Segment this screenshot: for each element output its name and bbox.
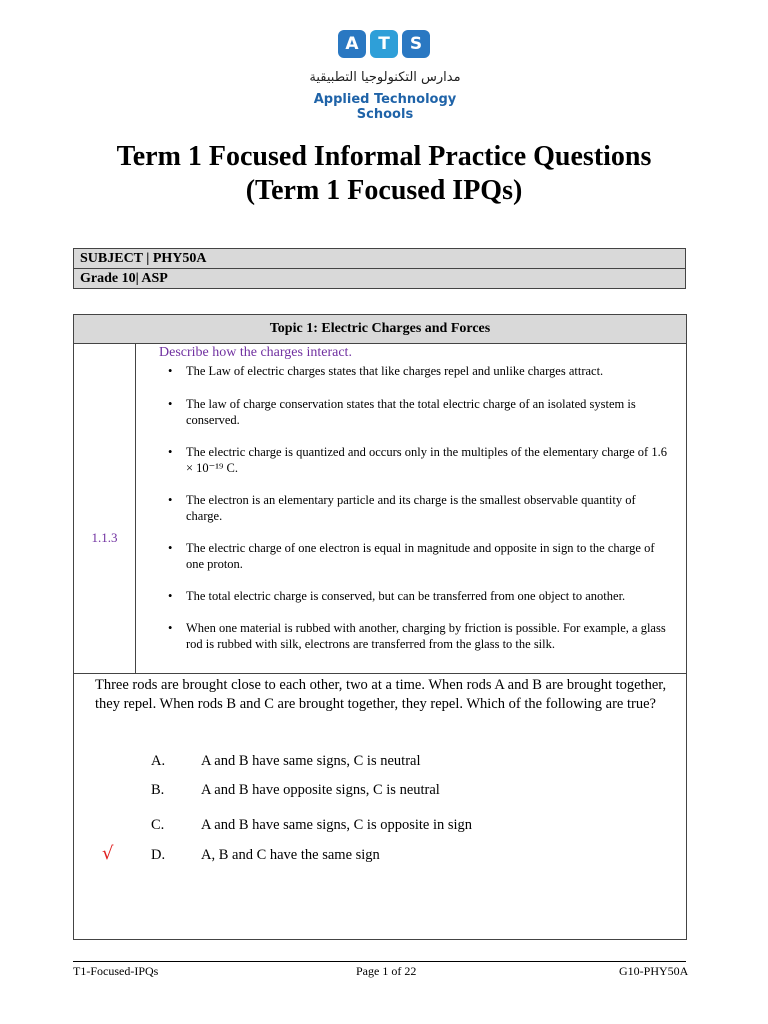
option-letter: B. <box>151 782 165 798</box>
option-text: A and B have same signs, C is opposite in sign <box>201 817 473 833</box>
outcome-code: 1.1.3 <box>91 530 118 545</box>
option-text: A and B have same signs, C is neutral <box>201 753 421 769</box>
bullet-item: • The electron is an elementary particle and its charge is the smallest observable quantity of charge. <box>166 492 671 524</box>
topic-table <box>73 314 687 940</box>
subject-cell: SUBJECT | PHY50A <box>74 249 686 269</box>
question-text: Three rods are brought close to each other, two at a time. When rods A and B are brought together, they repel. When rods B and C are brought together, they repel. Which of the following are true? <box>95 677 667 712</box>
title-line-2: (Term 1 Focused IPQs) <box>245 175 523 206</box>
logo-arabic-name: مدارس التكنولوجيا التطبيقية <box>309 70 461 85</box>
bullet-item: • When one material is rubbed with another, charging by friction is possible. For example, a glass rod is rubbed with silk, electrons are transferred from the glass to the silk. <box>166 620 671 652</box>
subject-info-table <box>73 248 686 289</box>
answer-option-a <box>151 753 420 770</box>
learning-outcome: Describe how the charges interact. <box>159 345 352 360</box>
footer-divider <box>73 961 686 962</box>
answer-option-b <box>151 782 440 799</box>
bullet-item: • The electric charge of one electron is equal in magnitude and opposite in sign to the charge of one proton. <box>166 540 671 572</box>
logo-english-name: Applied Technology Schools <box>313 92 457 122</box>
answer-option-c <box>151 817 472 834</box>
ats-logo <box>300 28 470 122</box>
footer-right: G10-PHY50A <box>619 964 689 978</box>
footer-left: T1-Focused-IPQs <box>73 964 159 978</box>
option-letter: C. <box>151 817 165 833</box>
answer-option-d <box>151 847 380 864</box>
option-text: A and B have opposite signs, C is neutral <box>201 782 440 798</box>
correct-answer-check-icon: √ <box>102 843 114 864</box>
bullet-item: • The total electric charge is conserved, but can be transferred from one object to another. <box>166 588 671 604</box>
logo-badge-a: A <box>338 30 366 58</box>
outcome-code-column <box>74 344 136 673</box>
bullet-item: • The electric charge is quantized and occurs only in the multiples of the elementary charge of 1.6 × 10⁻¹⁹ C. <box>166 444 671 476</box>
logo-badge-t: T <box>370 30 398 58</box>
document-title <box>60 140 708 208</box>
row-divider <box>74 673 686 674</box>
option-letter: D. <box>151 847 166 863</box>
grade-cell: Grade 10| ASP <box>74 269 686 289</box>
logo-badge-s: S <box>402 30 430 58</box>
title-line-1: Term 1 Focused Informal Practice Questions <box>116 141 652 172</box>
option-letter: A. <box>151 753 166 769</box>
option-text: A, B and C have the same sign <box>201 847 380 863</box>
topic-heading: Topic 1: Electric Charges and Forces <box>74 315 686 344</box>
footer-page-number: Page 1 of 22 <box>356 964 417 978</box>
bullet-item: • The law of charge conservation states that the total electric charge of an isolated system is conserved. <box>166 396 671 428</box>
bullet-item: • The Law of electric charges states that like charges repel and unlike charges attract. <box>166 363 671 379</box>
concept-bullet-list <box>166 363 671 652</box>
